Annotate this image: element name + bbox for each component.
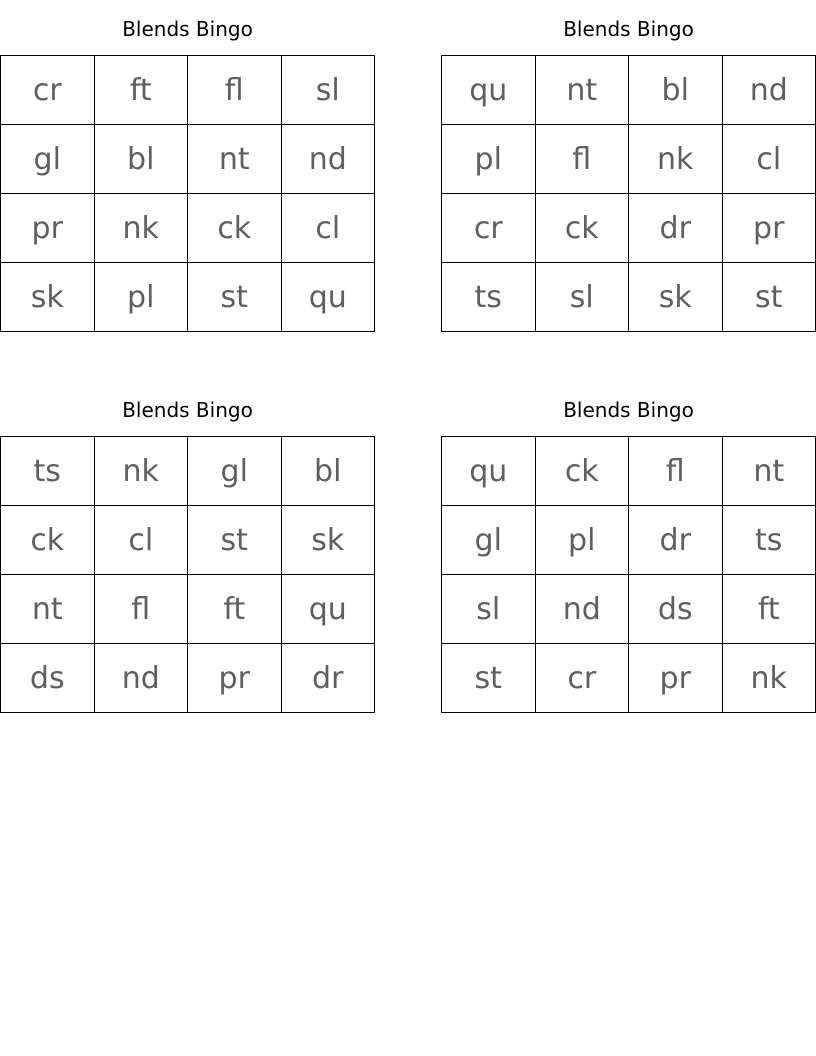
grid-cell: nt [722, 437, 816, 506]
card-title: Blends Bingo [563, 398, 694, 422]
grid-row [442, 125, 816, 194]
grid-cell: ck [188, 194, 282, 263]
grid-cell: fl [629, 437, 723, 506]
bingo-card-2 [441, 0, 816, 332]
grid-cell: bl [281, 437, 375, 506]
grid-row [1, 575, 375, 644]
grid-row [442, 644, 816, 713]
grid-cell: sl [281, 56, 375, 125]
grid-row [1, 125, 375, 194]
grid-cell: fl [535, 125, 629, 194]
grid-cell: pl [535, 506, 629, 575]
grid-row [1, 56, 375, 125]
grid-cell: nt [535, 56, 629, 125]
card-title: Blends Bingo [563, 17, 694, 41]
grid-cell: nd [281, 125, 375, 194]
grid-row [442, 56, 816, 125]
grid-cell: gl [1, 125, 95, 194]
grid-cell: cl [94, 506, 188, 575]
grid-cell: sk [281, 506, 375, 575]
grid-cell: ft [188, 575, 282, 644]
grid-cell: gl [188, 437, 282, 506]
bingo-grid [0, 55, 375, 332]
grid-cell: qu [281, 263, 375, 332]
grid-cell: nt [1, 575, 95, 644]
grid-cell: fl [188, 56, 282, 125]
grid-cell: cr [535, 644, 629, 713]
grid-cell: st [442, 644, 536, 713]
grid-cell: pl [442, 125, 536, 194]
grid-cell: ck [1, 506, 95, 575]
grid-row [442, 263, 816, 332]
grid-cell: ft [94, 56, 188, 125]
grid-cell: cr [442, 194, 536, 263]
grid-cell: cl [722, 125, 816, 194]
grid-cell: pr [1, 194, 95, 263]
grid-cell: sk [629, 263, 723, 332]
bingo-card-4 [441, 381, 816, 713]
bingo-grid [441, 55, 816, 332]
bingo-grid [0, 436, 375, 713]
grid-row [442, 437, 816, 506]
grid-cell: nd [722, 56, 816, 125]
grid-cell: nt [188, 125, 282, 194]
grid-cell: nd [94, 644, 188, 713]
grid-row [1, 437, 375, 506]
grid-row [1, 263, 375, 332]
grid-cell: st [722, 263, 816, 332]
grid-cell: ts [1, 437, 95, 506]
grid-cell: bl [629, 56, 723, 125]
grid-cell: dr [629, 506, 723, 575]
grid-cell: bl [94, 125, 188, 194]
grid-row [1, 194, 375, 263]
grid-cell: ft [722, 575, 816, 644]
grid-cell: sl [535, 263, 629, 332]
grid-cell: ds [629, 575, 723, 644]
card-title: Blends Bingo [122, 398, 253, 422]
grid-cell: pr [722, 194, 816, 263]
grid-cell: sl [442, 575, 536, 644]
bingo-card-3 [0, 381, 375, 713]
grid-cell: cl [281, 194, 375, 263]
grid-cell: cr [1, 56, 95, 125]
grid-cell: nk [629, 125, 723, 194]
grid-cell: gl [442, 506, 536, 575]
grid-row [1, 506, 375, 575]
grid-cell: nk [94, 194, 188, 263]
grid-cell: dr [629, 194, 723, 263]
grid-cell: nk [94, 437, 188, 506]
bingo-card-1 [0, 0, 375, 332]
grid-row [442, 575, 816, 644]
grid-cell: pl [94, 263, 188, 332]
grid-cell: st [188, 263, 282, 332]
bingo-grid [441, 436, 816, 713]
grid-cell: qu [281, 575, 375, 644]
grid-cell: nk [722, 644, 816, 713]
grid-cell: sk [1, 263, 95, 332]
grid-cell: pr [629, 644, 723, 713]
grid-cell: fl [94, 575, 188, 644]
grid-cell: st [188, 506, 282, 575]
grid-cell: nd [535, 575, 629, 644]
grid-row [442, 194, 816, 263]
grid-cell: ds [1, 644, 95, 713]
grid-cell: pr [188, 644, 282, 713]
grid-cell: ck [535, 194, 629, 263]
grid-cell: ts [722, 506, 816, 575]
grid-cell: dr [281, 644, 375, 713]
grid-cell: ck [535, 437, 629, 506]
grid-cell: ts [442, 263, 536, 332]
grid-row [442, 506, 816, 575]
grid-cell: qu [442, 437, 536, 506]
card-title: Blends Bingo [122, 17, 253, 41]
grid-cell: qu [442, 56, 536, 125]
grid-row [1, 644, 375, 713]
